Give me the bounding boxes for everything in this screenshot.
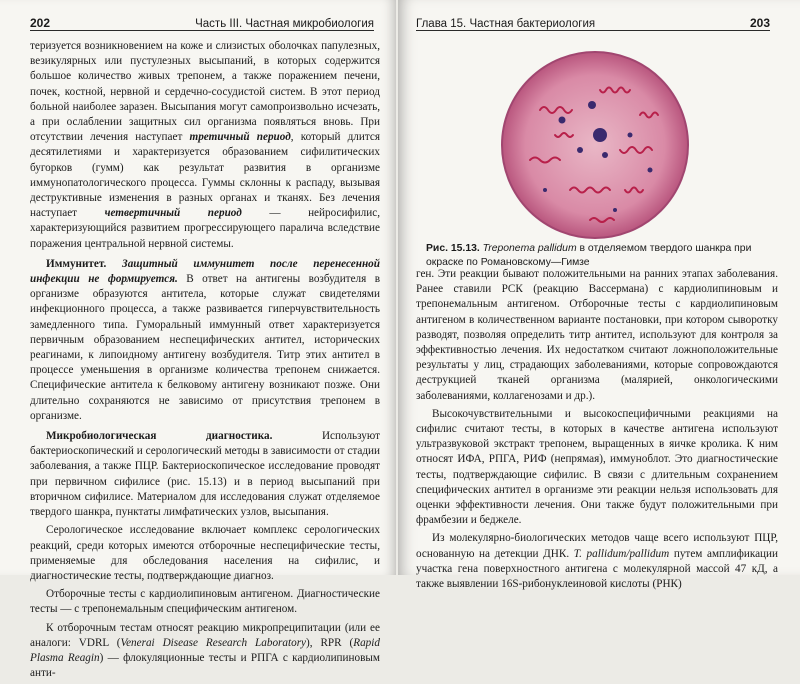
term-quaternary-period: четвертичный период — [104, 207, 242, 220]
caption-species: Treponema pallidum — [482, 243, 577, 254]
immunity-statement: Защитный иммунитет после перенесенной инфекции не формируется. — [30, 257, 380, 286]
left-text-column — [30, 39, 380, 684]
caption-text: в отделяемом твердого шанкра при окраске по Романовскому—Гимзе — [426, 243, 752, 268]
right-running-header — [416, 6, 770, 31]
paragraph-screening-tests: Отборочные тесты с кардиолипиновым антигеном. Диагностические тесты — с трепонемальным специфическим антигеном. — [30, 588, 380, 616]
left-page — [0, 0, 396, 680]
right-page — [398, 0, 800, 591]
figure-caption — [426, 242, 781, 269]
page-number-left: 202 — [30, 16, 51, 30]
paragraph-screening-continued: ген. Эти реакции бывают положительными на ранних этапах заболевания. Ранее ставили РСК (реакцию Вассермана) с кардиолипиновым и трепонемальным антигеном. Отборочные тесты с кардиолипиновым антигеном в количественном варианте постановки, при котором сыворотку разводят, позволяя определить титр антител, используют для контроля за эффективностью лечения. Их недостатком считают ложноположительные результаты у лиц, страдающих заболеваниями, которые сопровождаются деструкцией тканей организма (малярией, онкологическими заболеваниями, коллагенозами и др.). — [416, 268, 778, 402]
paragraph-serology: Серологическое исследование включает комплекс серологических реакций, среди которых имеются отборочные неспецифические тесты, применяемые для обследования населения на сифилис, и диагностические тесты, подтверждающие диагноз. — [30, 524, 380, 582]
left-running-header — [30, 6, 374, 31]
heading-diagnostics: Микробиологическая диагностика. — [46, 430, 273, 443]
paragraph-immunity: Иммунитет. Защитный иммунитет после перенесенной инфекции не формируется. В ответ на антигены возбудителя в организме образуются антитела, которые служат свидетелями инфекционного процесса, а также развивается гиперчувствительность замедленного типа. Гуморальный иммунный ответ характеризуется первичным образованием неспецифических антител, исторических реагинами, к липоидному антигену возбудителя. Титр этих антител в процессе уменьшения в организме количества трепонем снижается. Специфические антитела к белковому антигену возникают позже. Они длительно сохраняются не зависимо от присутствия трепонем в организме. — [30, 257, 380, 422]
page-number-right: 203 — [749, 16, 770, 30]
paragraph-diagnostics: Микробиологическая диагностика. Используют бактериоскопический и серологический методы в зависимости от стадии заболевания, а также ПЦР. Бактериоскопическое исследование проводят при первичном сифилисе (рис. 15.13) и в период высыпаний при вторичном сифилисе. Материалом для исследования служат отделяемое твердого шанкра, пунктаты лимфатических узлов, высыпания. — [30, 430, 381, 519]
micrograph-treponema — [500, 50, 690, 240]
paragraph-screening-list: К отборочным тестам относят реакцию микропреципитации (или ее аналоги: VDRL (Venerai Disease Research Laboratory), RPR (Rapid Plasma Reagin) — флокуляционные тесты и РПГА с кардиолипиновым анти- — [30, 621, 380, 680]
paragraph-pcr: Из молекулярно-биологических методов чаще всего используют ПЦР, основанную на детекции ДНК. T. pallidum/pallidum путем амплификации участка гена поверхностного антигена с молекулярной массой 47 кД, а также выявлении 16S-рибонуклеиновой кислоты (РНК) — [416, 532, 779, 591]
paragraph-secondary-period: теризуется возникновением на коже и слизистых оболочках папулезных, везикулярных или пустулезных высыпаний, в которых содержится большое количество живых трепонем, а также поражением печени, почек, костной, нервной и сердечно-сосудистой систем. В этот период больной наиболее заразен. Высыпания могут самопроизвольно исчезать, а при ослаблении защитных сил организма появляться вновь. При отсутствии лечения наступает третичный период, который длится десятилетиями и характеризуется образованием сифилитических бугорков (гумм) как результат развития в организме иммунопатологического процесса. Гуммы склонны к распаду, вызывая деструктивные изменения в разных органах и тканях. Без лечения наступает четвертичный период — нейросифилис, характеризующийся развитием прогрессирующего паралича вследствие поражения центральной нервной системы. — [30, 40, 381, 250]
heading-immunity: Иммунитет. — [46, 257, 107, 270]
running-head-left: Часть III. Частная микробиология — [195, 18, 374, 30]
right-text-column — [416, 267, 778, 595]
caption-label: Рис. 15.13. — [426, 243, 480, 254]
running-head-right: Глава 15. Частная бактериология — [416, 18, 596, 30]
paragraph-specific-tests: Высокочувствительными и высокоспецифичными реакциями на сифилис считают тесты, в которых в качестве антигена используют ультразвуковой экстракт трепонем, выращенных в яичке кролика. К ним относят ИФА, РПГА, РИФ (непрямая), иммуноблот. Это диагностические тесты, подтверждающие сифилис. В связи с длительным сохранением специфических антител в организме эти реакции нельзя использовать для оценки эффективности лечения. Они также будут положительными при фрамбезии и беджеле. — [416, 407, 778, 527]
term-tertiary-period: третичный период — [189, 131, 291, 144]
